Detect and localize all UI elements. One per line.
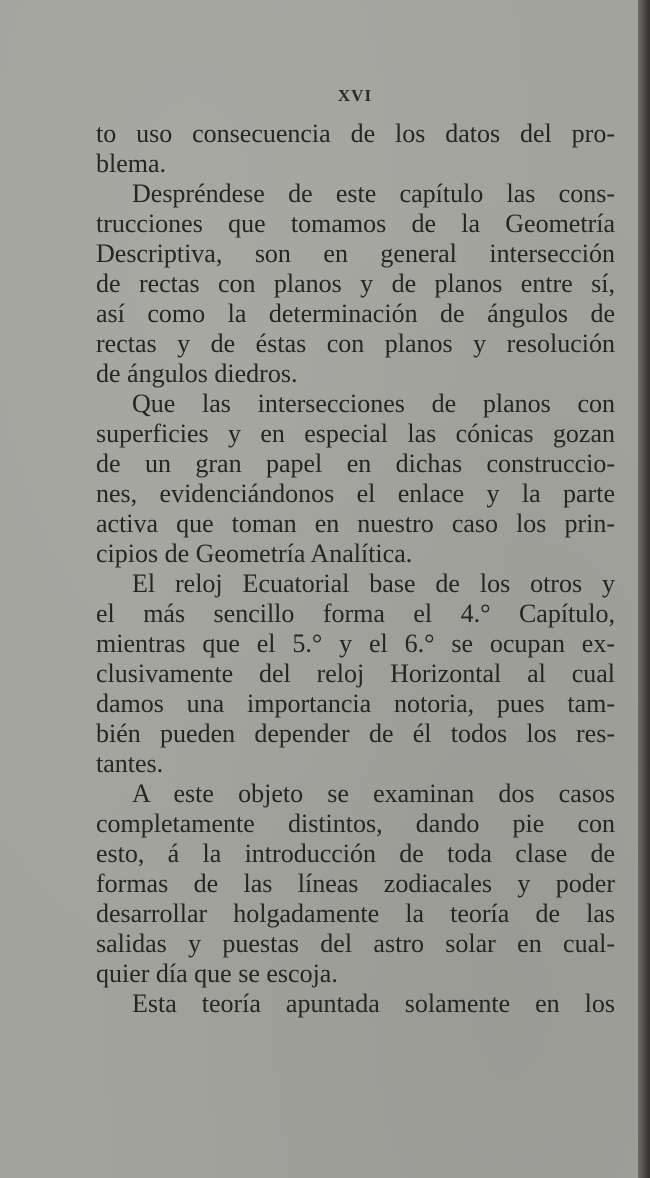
- body-text: [96, 119, 615, 1019]
- text-line: Que las intersecciones de planos con: [132, 389, 615, 418]
- text-line: de ángulos diedros.: [96, 359, 298, 388]
- text-line: nes, evidenciándonos el enlace y la parte: [96, 479, 615, 508]
- text-line: damos una importancia notoria, pues tam-: [96, 689, 615, 718]
- text-line: El reloj Ecuatorial base de los otros y: [132, 569, 615, 598]
- text-line: formas de las líneas zodiacales y poder: [96, 869, 615, 898]
- book-edge: [638, 0, 650, 1178]
- text-line: A este objeto se examinan dos casos: [132, 779, 615, 808]
- text-line: activa que toman en nuestro caso los prin-: [96, 509, 615, 538]
- text-line: de rectas con planos y de planos entre sí,: [96, 269, 615, 298]
- text-line: así como la determinación de ángulos de: [96, 299, 615, 328]
- text-line: mientras que el 5.° y el 6.° se ocupan ex-: [96, 629, 615, 658]
- text-line: Descriptiva, son en general intersección: [96, 239, 615, 268]
- text-line: desarrollar holgadamente la teoría de las: [96, 899, 615, 928]
- text-line: salidas y puestas del astro solar en cual-: [96, 929, 615, 958]
- text-line: blema.: [96, 149, 167, 178]
- text-line: clusivamente del reloj Horizontal al cual: [96, 659, 615, 688]
- text-line: to uso consecuencia de los datos del pro-: [96, 119, 615, 148]
- text-line: esto, á la introducción de toda clase de: [96, 839, 615, 868]
- text-line: tantes.: [96, 749, 164, 778]
- text-line: rectas y de éstas con planos y resolución: [96, 329, 615, 358]
- text-line: superficies y en especial las cónicas gozan: [96, 419, 615, 448]
- text-line: trucciones que tomamos de la Geometría: [96, 209, 615, 238]
- text-line: completamente distintos, dando pie con: [96, 809, 615, 838]
- text-line: de un gran papel en dichas construccio-: [96, 449, 615, 478]
- text-line: Esta teoría apuntada solamente en los: [132, 989, 615, 1018]
- text-line: cipios de Geometría Analítica.: [96, 539, 413, 568]
- page-number-header: XVI: [337, 86, 373, 105]
- text-line: Despréndese de este capítulo las cons-: [132, 179, 615, 208]
- text-line: bién pueden depender de él todos los res-: [96, 719, 615, 748]
- text-line: quier día que se escoja.: [96, 959, 338, 988]
- text-line: el más sencillo forma el 4.° Capítulo,: [96, 599, 615, 628]
